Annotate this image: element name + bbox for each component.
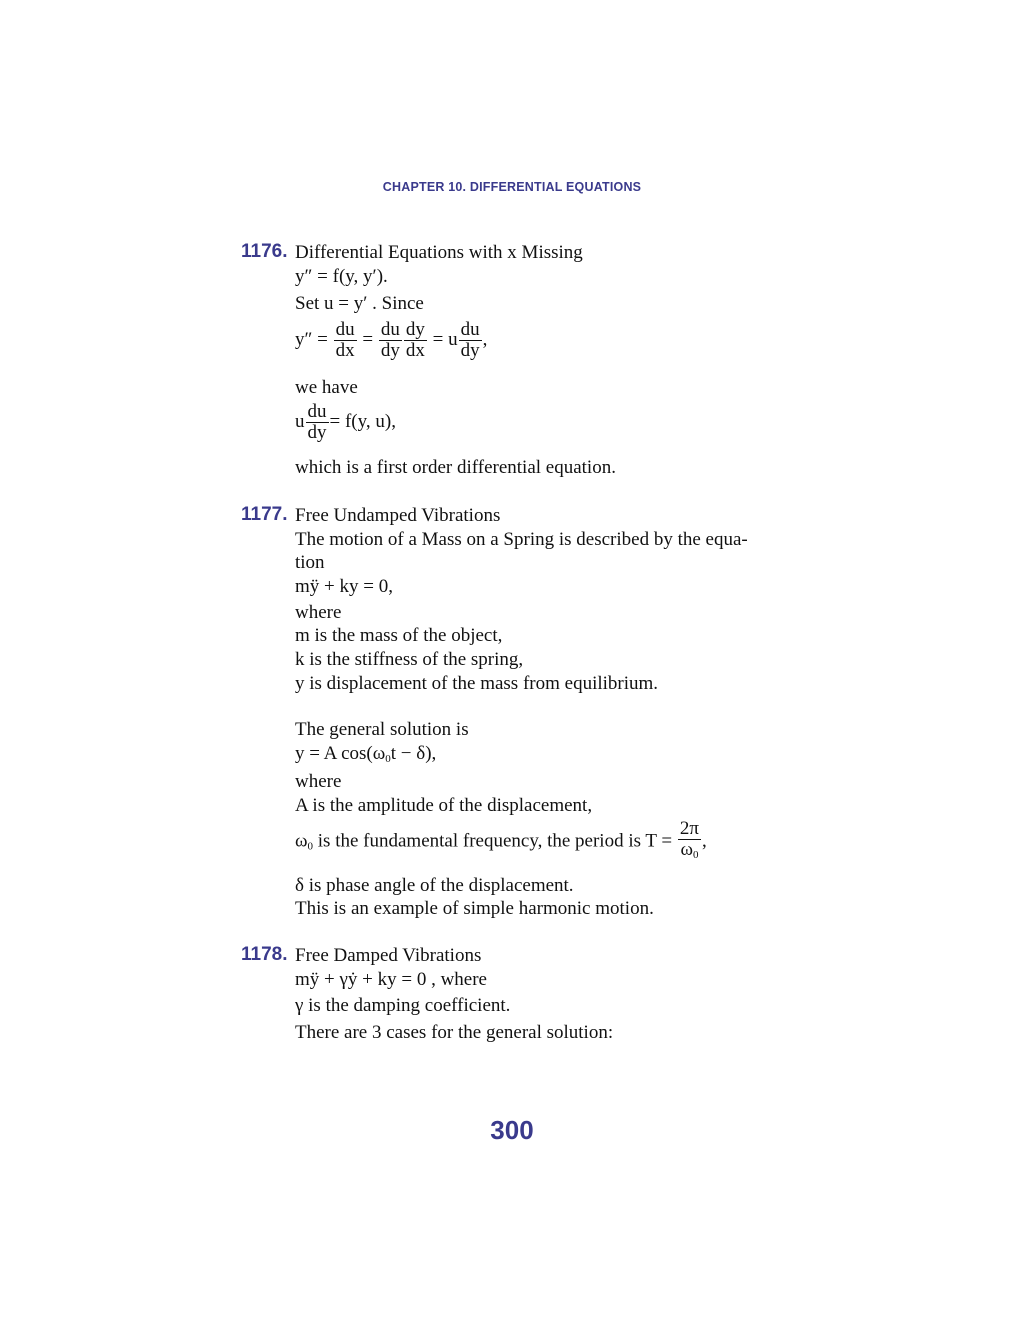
- equation-y-double-prime: y″ = f(y, y′).: [295, 266, 388, 287]
- chapter-header: CHAPTER 10. DIFFERENTIAL EQUATIONS: [382, 180, 642, 194]
- eq2-comma: ,: [482, 328, 488, 350]
- spring-equation: mÿ + ky = 0,: [295, 576, 393, 597]
- fraction-du-dy-3: $\frac{du}{dy}$: [307, 401, 327, 443]
- definition-delta: δ is phase angle of the displacement.: [295, 875, 574, 896]
- eq2-equals: =: [362, 328, 374, 350]
- section-title-1176: Differential Equations with x Missing: [295, 242, 583, 263]
- section-number-1178: 1178.: [241, 944, 288, 965]
- general-solution-equation: y = A $\cos(\omega_0t - \delta)$,: [295, 743, 437, 765]
- fraction-du-dx: $\frac{du}{dx}$: [335, 319, 355, 361]
- definition-m: m is the mass of the object,: [295, 625, 503, 646]
- section-number-1176: 1176.: [241, 241, 288, 262]
- eq2-equals-u: = u: [432, 328, 458, 350]
- definition-gamma: γ is the damping coefficient.: [295, 995, 511, 1016]
- page-number: 300: [490, 1115, 534, 1145]
- chain-rule-equation: [295, 320, 487, 361]
- intro-line-2: tion: [295, 552, 325, 573]
- eq2-lhs: y″ =: [295, 328, 328, 350]
- where-text-1: where: [295, 602, 342, 623]
- section-number-1177: 1177.: [241, 504, 288, 525]
- we-have-text: we have: [295, 377, 358, 398]
- fraction-du-dy: $\frac{du}{dy}$: [380, 319, 400, 361]
- definition-y: y is displacement of the mass from equilibrium.: [295, 673, 659, 694]
- first-order-equation: [295, 402, 396, 443]
- eq3-u: u: [295, 410, 305, 432]
- definition-A: A is the amplitude of the displacement,: [295, 795, 593, 816]
- definition-omega: $\omega_0$ is the fundamental frequency, the period is T = $\frac{2\pi}{\omega_0}$ ,: [295, 819, 707, 865]
- intro-line-1: The motion of a Mass on a Spring is described by the equa-: [295, 529, 748, 550]
- section-title-1178: Free Damped Vibrations: [295, 945, 482, 966]
- set-u-text: Set u = y′ . Since: [295, 293, 424, 314]
- shm-text: This is an example of simple harmonic motion.: [295, 898, 654, 919]
- period-fraction: $\frac{2\pi}{\omega_0}$: [679, 818, 699, 861]
- fraction-du-dy-2: $\frac{du}{dy}$: [460, 319, 480, 361]
- section-title-1177: Free Undamped Vibrations: [295, 505, 501, 526]
- damped-equation: mÿ + γẏ + ky = 0 , where: [295, 969, 487, 990]
- where-text-2: where: [295, 771, 342, 792]
- definition-k: k is the stiffness of the spring,: [295, 649, 524, 670]
- cases-text: There are 3 cases for the general solution:: [295, 1022, 614, 1043]
- closing-text-1176: which is a first order differential equation.: [295, 457, 616, 478]
- eq3-rhs: = f(y, u),: [329, 410, 396, 432]
- fraction-dy-dx: $\frac{dy}{dx}$: [405, 319, 425, 361]
- general-solution-text: The general solution is: [295, 719, 469, 740]
